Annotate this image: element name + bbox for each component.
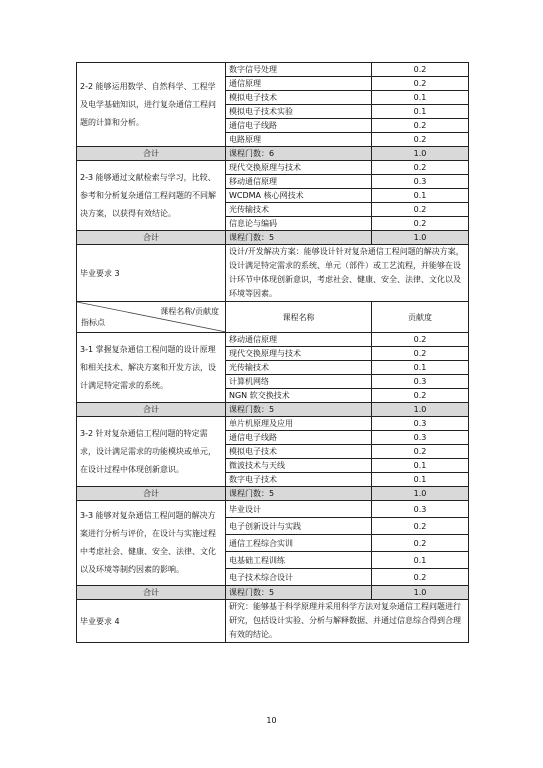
contribution-value: 0.3 (372, 431, 469, 445)
course-name: 现代交换原理与技术 (226, 161, 372, 175)
indicator-2-2: 2-2 能够运用数学、自然科学、工程学及电学基础知识，进行复杂通信工程问题的计算和分析。 (77, 63, 226, 147)
contribution-value: 0.3 (372, 375, 469, 389)
course-name: 计算机网络 (226, 375, 372, 389)
requirement-3-text: 设计/开发解决方案：能够设计针对复杂通信工程问题的解决方案，设计满足特定需求的系统、单元（部件）或工艺流程，并能够在设计环节中体现创新意识，考虑社会、健康、安全、法律、文化以及环境等因素。 (226, 245, 469, 302)
indicator-3-3: 3-3 能够对复杂通信工程问题的解决方案进行分析与评价，在设计与实施过程中考虑社会、健康、安全、法律、文化以及环境等制约因素的影响。 (77, 501, 226, 586)
course-name: 电基础工程训练 (226, 552, 372, 569)
contribution-value: 0.2 (372, 63, 469, 77)
contribution-value: 0.1 (372, 105, 469, 119)
course-name: 现代交换原理与技术 (226, 347, 372, 361)
curriculum-matrix-table (76, 62, 469, 643)
course-name: 毕业设计 (226, 501, 372, 518)
indicator-3-2: 3-2 针对复杂通信工程问题的特定需求，设计满足需求的功能模块或单元，在设计过程中体现创新意识。 (77, 417, 226, 487)
total-value: 1.0 (372, 231, 469, 245)
course-name: 数字信号处理 (226, 63, 372, 77)
contribution-column-header: 贡献度 (372, 302, 469, 333)
course-name: 电路原理 (226, 133, 372, 147)
course-name: 电子技术综合设计 (226, 569, 372, 586)
indicator-3-1: 3-1 掌握复杂通信工程问题的设计原理和相关技术、解决方案和开发方法，设计满足特定需求的系统。 (77, 333, 226, 403)
table-row (77, 161, 469, 175)
course-column-header: 课程名称 (226, 302, 372, 333)
course-count: 课程门数：5 (226, 586, 372, 600)
total-label: 合计 (77, 147, 226, 161)
diagonal-header-bottom: 指标点 (81, 318, 105, 327)
total-label: 合计 (77, 586, 226, 600)
diagonal-header (77, 302, 226, 333)
contribution-value: 0.2 (372, 445, 469, 459)
contribution-value: 0.2 (372, 347, 469, 361)
course-name: 模拟电子技术 (226, 91, 372, 105)
header-row (77, 302, 469, 333)
contribution-value: 0.2 (372, 518, 469, 535)
course-name: 移动通信原理 (226, 175, 372, 189)
total-row (77, 147, 469, 161)
course-name: 光传输技术 (226, 203, 372, 217)
contribution-value: 0.2 (372, 133, 469, 147)
contribution-value: 0.1 (372, 91, 469, 105)
requirement-3-label: 毕业要求 3 (77, 245, 226, 302)
table-row (77, 333, 469, 347)
contribution-value: 0.2 (372, 203, 469, 217)
contribution-value: 0.2 (372, 77, 469, 91)
contribution-value: 0.2 (372, 535, 469, 552)
page-number: 10 (266, 716, 277, 725)
contribution-value: 0.2 (372, 389, 469, 403)
course-name: 通信原理 (226, 77, 372, 91)
contribution-value: 0.3 (372, 417, 469, 431)
total-row (77, 487, 469, 501)
contribution-value: 0.3 (372, 175, 469, 189)
course-name: NGN 软交换技术 (226, 389, 372, 403)
contribution-value: 0.2 (372, 119, 469, 133)
course-name: 光传输技术 (226, 361, 372, 375)
contribution-value: 0.2 (372, 333, 469, 347)
contribution-value: 0.1 (372, 189, 469, 203)
indicator-2-3: 2-3 能够通过文献检索与学习，比较、参考和分析复杂通信工程问题的不同解决方案，以获得有效结论。 (77, 161, 226, 231)
total-label: 合计 (77, 231, 226, 245)
table-row (77, 417, 469, 431)
total-value: 1.0 (372, 403, 469, 417)
diagonal-header-top: 课程名称/贡献度 (160, 307, 219, 316)
course-name: 数字电子技术 (226, 473, 372, 487)
contribution-value: 0.1 (372, 552, 469, 569)
total-row (77, 586, 469, 600)
requirement-row (77, 600, 469, 643)
total-label: 合计 (77, 403, 226, 417)
total-row (77, 403, 469, 417)
course-name: 电子创新设计与实践 (226, 518, 372, 535)
course-name: 模拟电子技术 (226, 445, 372, 459)
course-name: 信息论与编码 (226, 217, 372, 231)
course-name: WCDMA 核心网技术 (226, 189, 372, 203)
requirement-4-text: 研究：能够基于科学原理并采用科学方法对复杂通信工程问题进行研究，包括设计实验、分析与解释数据、并通过信息综合得到合理有效的结论。 (226, 600, 469, 643)
course-name: 通信电子线路 (226, 119, 372, 133)
total-value: 1.0 (372, 586, 469, 600)
total-value: 1.0 (372, 487, 469, 501)
total-row (77, 231, 469, 245)
course-name: 移动通信原理 (226, 333, 372, 347)
requirement-4-label: 毕业要求 4 (77, 600, 226, 643)
table-row (77, 63, 469, 77)
contribution-value: 0.1 (372, 473, 469, 487)
course-count: 课程门数：5 (226, 487, 372, 501)
contribution-value: 0.3 (372, 501, 469, 518)
contribution-value: 0.1 (372, 459, 469, 473)
requirement-row (77, 245, 469, 302)
course-name: 微波技术与天线 (226, 459, 372, 473)
course-count: 课程门数：5 (226, 231, 372, 245)
course-count: 课程门数：6 (226, 147, 372, 161)
contribution-value: 0.1 (372, 361, 469, 375)
contribution-value: 0.2 (372, 217, 469, 231)
table-row (77, 501, 469, 518)
course-name: 通信工程综合实训 (226, 535, 372, 552)
course-name: 通信电子线路 (226, 431, 372, 445)
contribution-value: 0.2 (372, 161, 469, 175)
course-count: 课程门数：5 (226, 403, 372, 417)
course-name: 模拟电子技术实验 (226, 105, 372, 119)
contribution-value: 0.2 (372, 569, 469, 586)
course-name: 单片机原理及应用 (226, 417, 372, 431)
total-value: 1.0 (372, 147, 469, 161)
total-label: 合计 (77, 487, 226, 501)
